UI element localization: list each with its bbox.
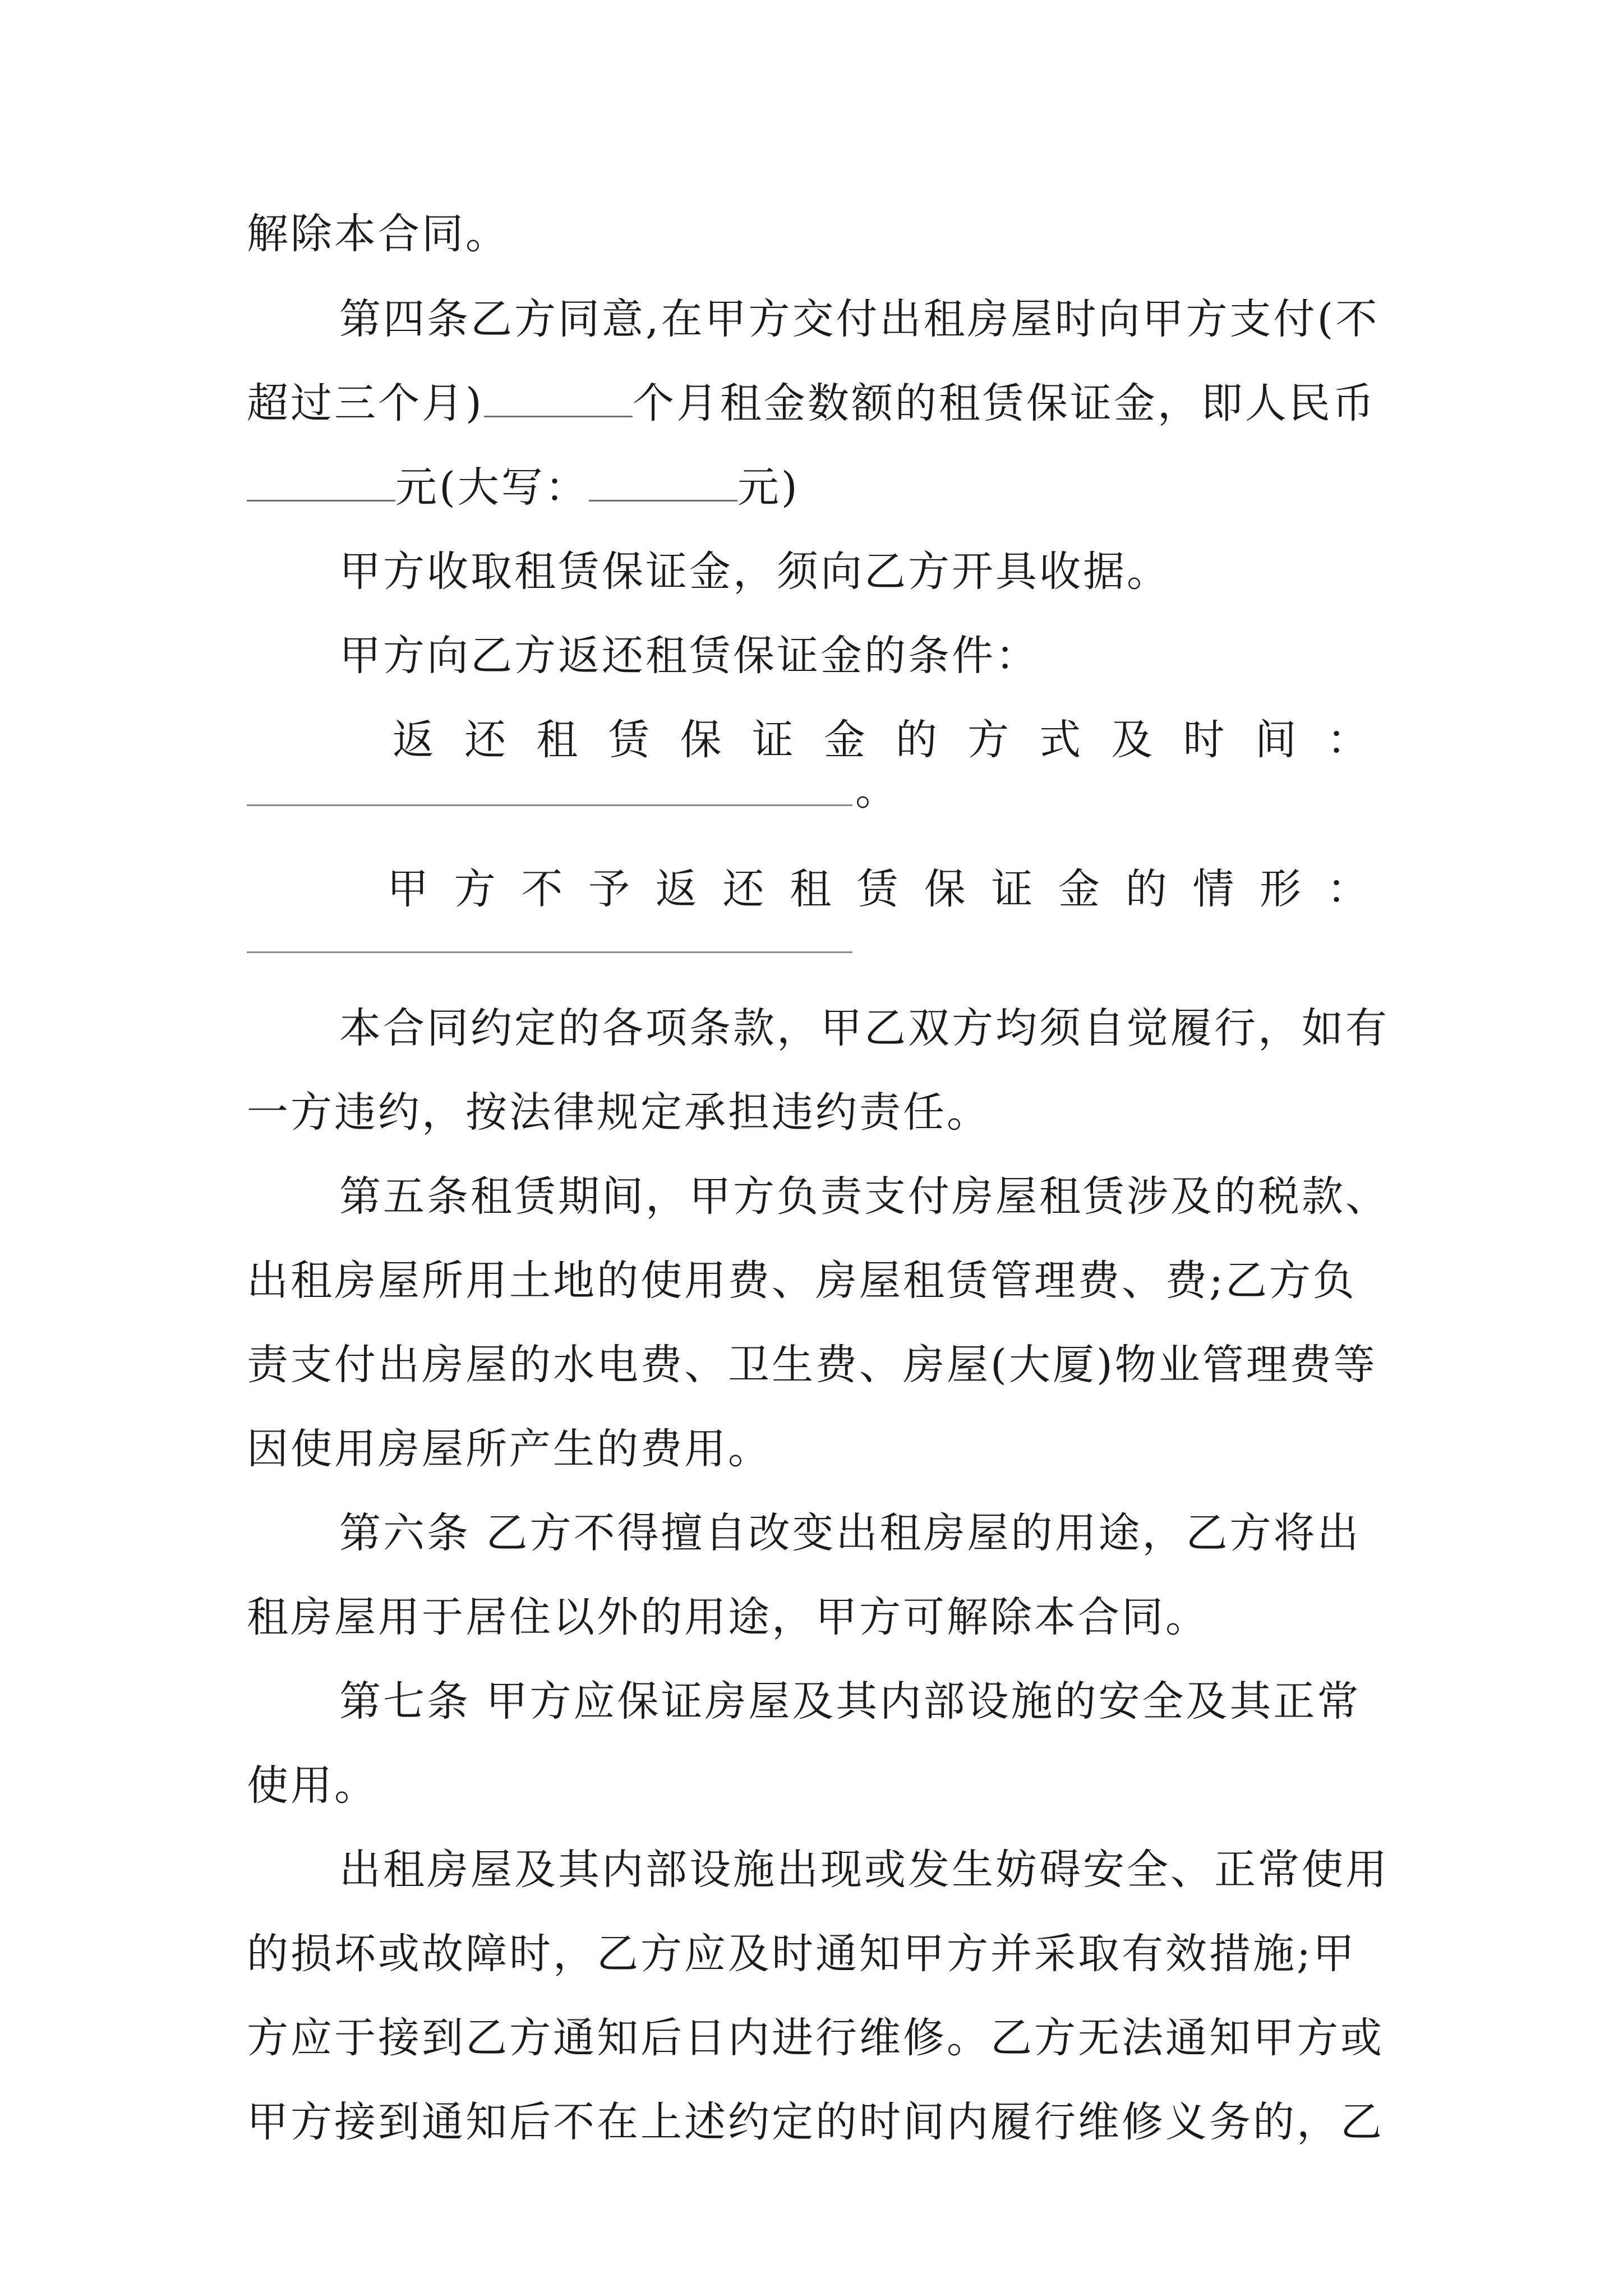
char: 租	[790, 865, 832, 913]
char: 还	[722, 865, 764, 913]
char: ：	[1326, 865, 1368, 913]
fill-in-blank	[484, 374, 633, 417]
text-line: 的损坏或故障时，乙方应及时通知甲方并采取有效措施;甲	[247, 1930, 1357, 1978]
char: 租	[536, 716, 578, 764]
char: 及	[1111, 716, 1153, 764]
article-4-line-1: 第四条乙方同意,在甲方交付出租房屋时向甲方支付(不	[339, 295, 1380, 343]
char: 金	[823, 716, 865, 764]
char: 还	[464, 716, 506, 764]
fill-in-line	[247, 804, 852, 806]
char: 金	[1058, 865, 1100, 913]
char: 的	[1125, 865, 1167, 913]
char: 予	[588, 865, 630, 913]
text-line: 使用。	[247, 1761, 378, 1810]
char: 不	[521, 865, 563, 913]
text-segment: 元(大写：	[395, 463, 589, 512]
text-line: 解除本合同。	[247, 210, 509, 258]
char: 式	[1039, 716, 1081, 764]
text-line: 。	[855, 766, 899, 815]
text-line: 出租房屋及其内部设施出现或发生妨碍安全、正常使用	[339, 1846, 1389, 1894]
article-5-line-1: 第五条租赁期间，甲方负责支付房屋租赁涉及的税款、	[339, 1172, 1389, 1221]
text-line: 甲方接到通知后不在上述约定的时间内履行维修义务的，乙	[247, 2098, 1384, 2146]
article-6-line-1: 第六条 乙方不得擅自改变出租房屋的用途，乙方将出	[339, 1509, 1361, 1557]
text-line: 责支付出房屋的水电费、卫生费、房屋(大厦)物业管理费等	[247, 1341, 1377, 1389]
text-segment: 元)	[737, 463, 800, 512]
text-line: 本合同约定的各项条款，甲乙双方均须自觉履行，如有	[339, 1004, 1389, 1052]
char: 赁	[608, 716, 650, 764]
text-line: 租房屋用于居住以外的用途，甲方可解除本合同。	[247, 1593, 1209, 1641]
fill-in-blank	[589, 458, 737, 501]
text-line: 因使用房屋所产生的费用。	[247, 1425, 772, 1473]
text-line: 一方违约，按法律规定承担违约责任。	[247, 1088, 990, 1137]
char: 证	[991, 865, 1033, 913]
char: 证	[751, 716, 794, 764]
justified-line	[387, 858, 1368, 920]
fill-in-blank	[247, 458, 395, 501]
text-line: 甲方收取租赁保证金，须向乙方开具收据。	[339, 547, 1170, 596]
text-line: 出租房屋所用土地的使用费、房屋租赁管理费、费;乙方负	[247, 1257, 1357, 1305]
char: 方	[454, 865, 496, 913]
char: 返	[393, 716, 434, 764]
char: 返	[655, 865, 697, 913]
char: 甲	[387, 865, 428, 913]
char: 的	[895, 716, 937, 764]
char: ：	[1326, 716, 1368, 764]
text-segment: 超过三个月)	[247, 379, 484, 427]
article-7-line-1: 第七条 甲方应保证房屋及其内部设施的安全及其正常	[339, 1677, 1361, 1726]
char: 形	[1260, 865, 1302, 913]
article-4-line-3	[247, 457, 1380, 518]
char: 赁	[856, 865, 898, 913]
fill-in-line	[247, 951, 852, 953]
char: 间	[1255, 716, 1297, 764]
text-segment: 个月租金数额的租赁保证金，即人民币	[632, 379, 1376, 427]
text-line: 甲方向乙方返还租赁保证金的条件：	[339, 632, 1039, 680]
article-4-line-2	[247, 372, 1380, 434]
char: 方	[967, 716, 1009, 764]
char: 保	[680, 716, 722, 764]
char: 情	[1192, 865, 1234, 913]
char: 时	[1183, 716, 1225, 764]
text-line: 方应于接到乙方通知后日内进行维修。乙方无法通知甲方或	[247, 2014, 1384, 2062]
char: 保	[924, 865, 966, 913]
